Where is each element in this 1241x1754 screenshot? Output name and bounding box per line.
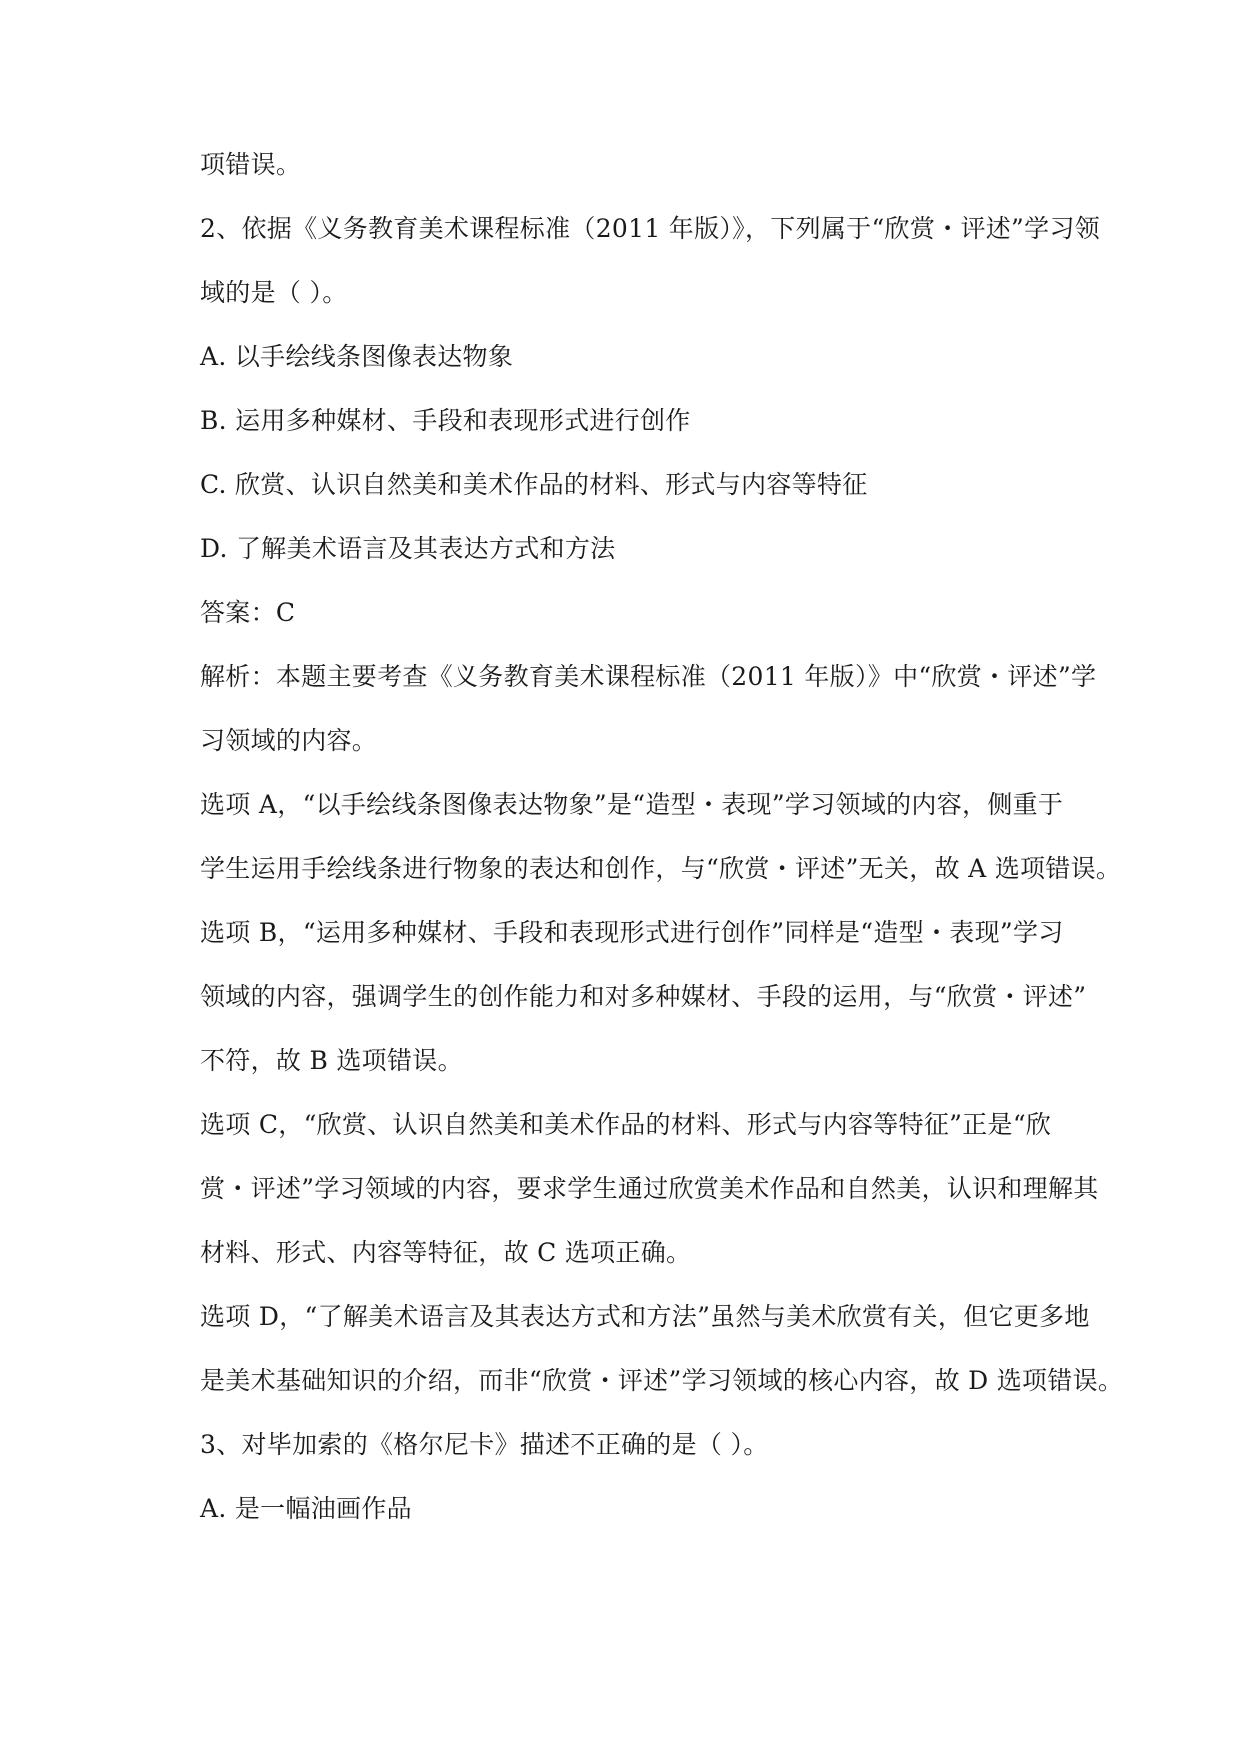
question-2-analysis: 解析：本题主要考查《义务教育美术课程标准（2011 年版）》中“欣赏・评述”学: [200, 662, 1097, 691]
analysis-option-c-cont: 赏・评述”学习领域的内容，要求学生通过欣赏美术作品和自然美，认识和理解其: [200, 1174, 1099, 1203]
question-2-option-d: D. 了解美术语言及其表达方式和方法: [200, 534, 616, 563]
analysis-option-b: 选项 B，“运用多种媒材、手段和表现形式进行创作”同样是“造型・表现”学习: [200, 918, 1064, 947]
analysis-option-a: 选项 A，“以手绘线条图像表达物象”是“造型・表现”学习领域的内容，侧重于: [200, 790, 1064, 819]
analysis-option-b-end: 不符，故 B 选项错误。: [200, 1046, 463, 1075]
question-2-stem-cont: 域的是（ ）。: [200, 278, 348, 307]
question-3-stem: 3、对毕加索的《格尔尼卡》描述不正确的是（ ）。: [200, 1430, 769, 1459]
question-2-answer: 答案：C: [200, 598, 296, 627]
question-2-option-a: A. 以手绘线条图像表达物象: [200, 342, 514, 371]
question-3-option-a: A. 是一幅油画作品: [200, 1494, 412, 1523]
analysis-option-a-cont: 学生运用手绘线条进行物象的表达和创作，与“欣赏・评述”无关，故 A 选项错误。: [200, 854, 1122, 883]
question-2-option-b: B. 运用多种媒材、手段和表现形式进行创作: [200, 406, 691, 435]
text-line-prev-question-end: 项错误。: [200, 150, 302, 179]
analysis-option-b-cont: 领域的内容，强调学生的创作能力和对多种媒材、手段的运用，与“欣赏・评述”: [200, 982, 1087, 1011]
question-2-option-c: C. 欣赏、认识自然美和美术作品的材料、形式与内容等特征: [200, 470, 868, 499]
analysis-option-c: 选项 C，“欣赏、认识自然美和美术作品的材料、形式与内容等特征”正是“欣: [200, 1110, 1052, 1139]
analysis-option-c-end: 材料、形式、内容等特征，故 C 选项正确。: [200, 1238, 692, 1267]
analysis-option-d-cont: 是美术基础知识的介绍，而非“欣赏・评述”学习领域的核心内容，故 D 选项错误。: [200, 1366, 1124, 1395]
analysis-option-d: 选项 D，“了解美术语言及其表达方式和方法”虽然与美术欣赏有关，但它更多地: [200, 1302, 1090, 1331]
question-2-stem: 2、依据《义务教育美术课程标准（2011 年版）》，下列属于“欣赏・评述”学习领: [200, 214, 1101, 243]
question-2-analysis-cont: 习领域的内容。: [200, 726, 378, 755]
